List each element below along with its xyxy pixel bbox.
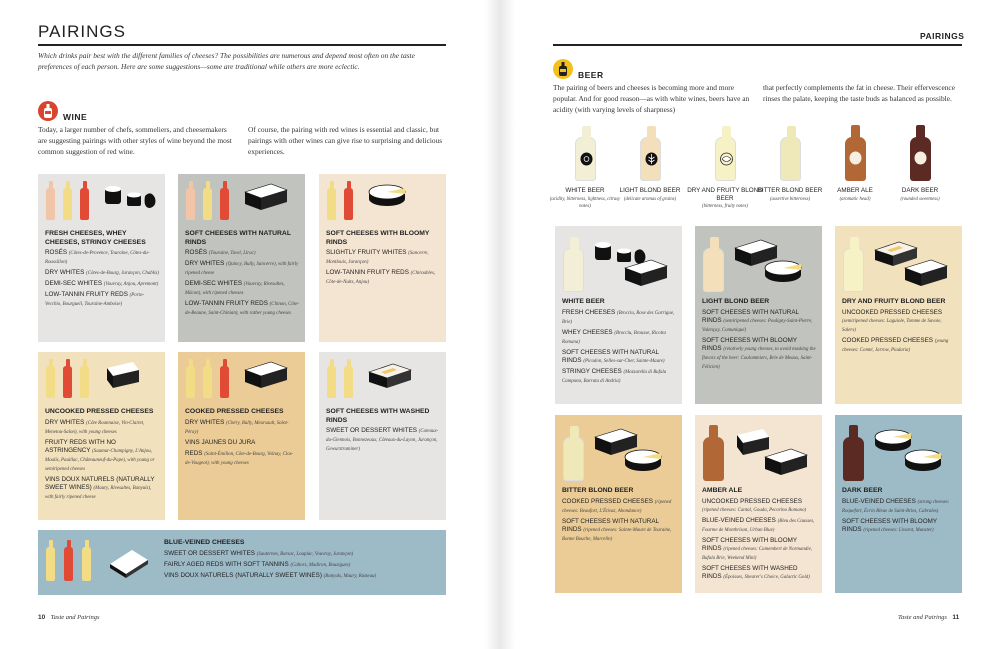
pairing-item: [185, 419, 299, 437]
wine-bottle: [186, 366, 195, 398]
pairing-label: ROSÉS: [185, 249, 208, 256]
wine-bottle: [186, 188, 195, 220]
pairing-label: DEMI-SEC WHITES: [185, 280, 243, 287]
card-title: DRY AND FRUITY BLOND BEER: [842, 298, 946, 305]
beer-style-note: (delicate aromas of grains): [623, 196, 677, 202]
beer-style-name: DRY AND FRUITY BLOND BEER: [687, 187, 763, 202]
card-text: [45, 408, 159, 502]
pairing-note: (Chéry, Bully, Meursault, Saint-Péray): [185, 420, 289, 435]
pairing-label: UNCOOKED PRESSED CHEESES: [702, 497, 803, 505]
pairing-label: COOKED PRESSED CHEESES: [562, 497, 653, 505]
wine-text-col2: Of course, the pairing with red wines is essential and classic, but pairings with other wines can give rise to surprising and delicious experiences.: [248, 125, 443, 156]
pairing-note: (Sauternes, Barsac, Loupiac, Vouvray, Jurançon): [256, 551, 354, 557]
pairing-label: SOFT CHEESES WITH NATURAL RINDS: [562, 348, 659, 364]
cheese-icon: [367, 360, 413, 395]
pairing-item: [326, 427, 440, 454]
beer-style-note: (rounded sweetness): [900, 196, 940, 202]
page-title: PAIRINGS: [38, 22, 126, 41]
pairing-label: BLUE-VEINED CHEESES: [702, 516, 776, 524]
wine-pairing-card: [38, 174, 165, 342]
pairing-label: DRY WHITES: [45, 418, 85, 426]
pairing-note: (Saint-Émilion, Côte-de-Bourg, Volnay, Clos-de-Vougeot), with young cheeses: [185, 451, 294, 466]
pairing-label: VINS JAUNES DU JURA: [185, 438, 256, 446]
beer-bottle: [845, 137, 866, 181]
card-text: [45, 230, 159, 309]
pairing-item: [185, 450, 299, 468]
card-title: AMBER ALE: [702, 487, 743, 494]
pairing-note: (Porto-Vecchio, Bourgueil, Touraine-Amboise): [45, 293, 145, 307]
beer-style-note: (acidity, bitterness, lightness, citrusy notes): [549, 196, 621, 209]
title-rule: [553, 44, 962, 46]
pairing-note: (Picodon, Selles-sur-Cher, Sainte-Maure): [583, 358, 665, 364]
pairing-item: [562, 349, 676, 366]
pairing-note: (Quincy, Bully, Sancerre), with fairly ripened cheese: [185, 262, 299, 276]
card-title: WHITE BEER: [562, 298, 605, 305]
pairing-note: (Brocciu, Brousse, Ricotta Romana): [562, 330, 666, 345]
pairing-item: [702, 565, 816, 582]
card-text: [185, 408, 299, 468]
pairing-item: [164, 550, 434, 559]
pairing-note: (Banyuls, Maury, Rasteau): [323, 573, 377, 579]
wine-bottle: [327, 188, 336, 220]
pairing-note: (Chinon, Côte-de-Beaune, Saint-Chinian), with rather young cheeses: [185, 302, 300, 316]
wine-bottle: [63, 188, 72, 220]
page-title: PAIRINGS: [920, 31, 965, 41]
wine-bottle: [63, 366, 72, 398]
wine-bottle: [220, 366, 229, 398]
blue-cheese-icon: [108, 544, 150, 578]
beer-pairing-card: [695, 226, 822, 404]
beer-bottle: [910, 137, 931, 181]
beer-bottle: [563, 248, 584, 292]
cheese-icon: [103, 360, 143, 395]
card-title: DARK BEER: [842, 487, 883, 494]
pairing-item: [185, 300, 299, 318]
pairing-item: [45, 269, 159, 278]
cheese-icon: [243, 182, 289, 217]
pairing-item: [842, 518, 956, 535]
pairing-label: STRINGY CHEESES: [562, 367, 622, 375]
beer-style-note: (aromatic head): [839, 196, 871, 202]
pairing-note: (young cheeses: Comté, Jarrow, Piadaria): [842, 338, 949, 353]
pairing-label: DRY WHITES: [185, 260, 225, 267]
wine-bottle: [327, 366, 336, 398]
card-title: SOFT CHEESES WITH WASHED RINDS: [326, 408, 430, 424]
wine-bottle: [203, 188, 212, 220]
beer-bottle: [843, 437, 864, 481]
beer-label: BEER: [578, 70, 604, 80]
wine-label: WINE: [63, 112, 88, 122]
card-text: [326, 230, 440, 287]
pairing-note: (Côtes-de-Bourg, Jurançon, Chablis): [86, 271, 159, 276]
beer-bottle-icon: [553, 59, 573, 79]
pairing-item: [702, 337, 816, 372]
wine-pairing-card: [178, 174, 305, 342]
card-text: [842, 298, 956, 355]
blue-card-text: [164, 539, 434, 581]
beer-style-note: (bitterness, fruity notes): [702, 204, 748, 209]
pairing-note: (Maury, Rivesaltes, Banyuls), with fairly ripened cheese: [45, 485, 152, 500]
pairing-item: [45, 419, 159, 437]
pairing-item: [185, 249, 299, 258]
beer-pairing-card: [555, 415, 682, 593]
page-number: 11: [952, 614, 960, 621]
card-title: FRESH CHEESES, WHEY CHEESES, STRINGY CHEESES: [45, 230, 146, 246]
wine-bottle: [46, 366, 55, 398]
pairing-item: [185, 260, 299, 278]
pairing-label: ROSÉS: [45, 249, 68, 256]
red-wine-bottle: [64, 547, 73, 581]
card-title: SOFT CHEESES WITH BLOOMY RINDS: [326, 230, 430, 246]
pairing-note: (ripened cheeses: Beaufort, L'Étivaz, Abondance): [562, 499, 672, 514]
pairing-item: [326, 249, 440, 267]
beer-style-name: AMBER ALE: [837, 187, 873, 194]
pairing-label: SOFT CHEESES WITH NATURAL RINDS: [562, 517, 659, 533]
pairing-item: [185, 280, 299, 298]
pairing-item: [185, 439, 299, 448]
pairing-label: SOFT CHEESES WITH WASHED RINDS: [702, 564, 798, 580]
wine-pairing-card: [319, 174, 446, 342]
wine-bottle: [80, 188, 89, 220]
pairing-item: [842, 498, 956, 516]
pairing-note: (Saumur-Champigny, L'Anjou, Moulis, Pauillac, Châteauneuf-du-Pape), with young or semiripened cheeses: [45, 448, 155, 472]
beer-bottle: [640, 137, 661, 181]
pairing-note: (Chiroubles, Côte-de-Nuits, Anjou): [326, 271, 436, 285]
pairing-note: (strong cheeses: Roquefort, Écrin Bleue de Saint-Bries, Cabrales): [842, 499, 950, 514]
pairing-label: SOFT CHEESES WITH BLOOMY RINDS: [702, 536, 797, 552]
beer-bottle: [575, 137, 596, 181]
pairing-label: SLIGHTLY FRUITY WHITES: [326, 249, 407, 256]
wine-bottle: [46, 188, 55, 220]
page-number: 10: [38, 614, 46, 621]
card-title: COOKED PRESSED CHEESES: [185, 408, 284, 415]
cheese-icon: [623, 447, 663, 480]
pairing-note: (Côtes-de-Provence, Touraine, Côtes-du-Roussillon): [45, 251, 150, 265]
pairing-note: (semiripened cheeses: Laguiole, Tomme de Savoie, Salers): [842, 318, 942, 333]
beer-pairing-card: [835, 415, 962, 593]
pairing-label: UNCOOKED PRESSED CHEESES: [842, 308, 943, 316]
pairing-note: (relatively young cheeses, to avoid masking the flavors of the beer: Coulommiers, Brie de Meaux, Saint-Félicien): [702, 346, 816, 370]
pairing-note: (Vouvray, Anjou, Apremont): [103, 282, 159, 287]
wine-pairing-card: [319, 352, 446, 520]
pairing-note: (ripened cheeses: Sainte-Maure de Touraine, Bonne Bouche, Marcelin): [562, 527, 672, 542]
beer-bottle: [843, 248, 864, 292]
pairing-item: [842, 309, 956, 335]
cheese-icon: [623, 258, 669, 293]
right-page: [515, 0, 1000, 649]
intro-text: Which drinks pair best with the different families of cheeses? The possibilities are numerous and depend most often on the taste preferences of each person. Here are some suggestions—some are traditional while others are more eclectic.: [38, 51, 415, 71]
card-text: [702, 298, 816, 372]
pairing-item: [702, 498, 816, 515]
pairing-note: (Coteaux-du-Giennois, Bonnezeaux, Côteaux-du-Layon, Jurançon, Gewurztraminer): [326, 429, 439, 452]
pairing-label: WHEY CHEESES: [562, 328, 613, 336]
pairing-item: [45, 291, 159, 309]
footer-left: [38, 614, 100, 621]
pairing-item: [702, 537, 816, 563]
pairing-item: [702, 517, 816, 535]
pairing-note: (Touraine, Tavel, Lirac): [208, 251, 256, 256]
beer-pairing-card: [555, 226, 682, 404]
pairing-label: LOW-TANNIN FRUITY REDS: [45, 291, 128, 298]
pairing-item: [45, 249, 159, 267]
pairing-note: (Vouvray, Rivesaltes, Mâcon), with ripened cheeses: [185, 282, 285, 296]
pairing-note: (Brocciu, Rose des Garrigue, Brie): [562, 310, 675, 325]
beer-pairing-card: [695, 415, 822, 593]
beer-pairing-card: [835, 226, 962, 404]
cheese-icon: [367, 182, 407, 215]
pairing-label: DEMI-SEC WHITES: [45, 280, 103, 287]
pairing-label: LOW-TANNIN FRUITY REDS: [185, 300, 268, 307]
pairing-item: [45, 280, 159, 289]
pairing-label: FRESH CHEESES: [562, 308, 616, 316]
pairing-item: [326, 269, 440, 287]
pairing-item: [562, 518, 676, 544]
pairing-label: SWEET OR DESSERT WHITES: [164, 549, 255, 557]
card-text: [562, 487, 676, 544]
pairing-item: [164, 561, 434, 570]
pairing-item: [562, 368, 676, 386]
pairing-note: (semiripened cheeses: Pouligny-Saint-Pierre, Valençay, Comuniqué): [702, 318, 813, 333]
white-wine-bottle: [82, 547, 91, 581]
pairing-note: (Bleu des Causses, Fourme de Montbrison, Urban Blue): [702, 518, 815, 533]
beer-text-col1: The pairing of beers and cheeses is becoming more and more popular. And for good reason—as with white wines, beers have an acidity (with varying levels of sharpness): [553, 83, 750, 114]
pairing-label: REDS: [185, 449, 203, 457]
footer-right: [898, 614, 959, 621]
cheese-icon: [763, 447, 809, 482]
beer-style-note: (assertive bitterness): [769, 196, 811, 202]
pairing-note: (ripened cheeses: Camembert de Normandie, Bufala Brie, Weekend Mini): [702, 546, 813, 561]
wine-pairing-card: [178, 352, 305, 520]
beer-bottle: [703, 248, 724, 292]
pairing-note: (Mozzarella di Bufala Campana, Burrata di Andria): [562, 369, 667, 384]
beer-heading: [553, 58, 604, 80]
pairing-label: DRY WHITES: [185, 418, 225, 426]
wine-bottle: [344, 188, 353, 220]
card-title: BITTER BLOND BEER: [562, 487, 634, 494]
card-text: [562, 298, 676, 386]
pairing-note: (Époisses, Shearer's Choice, Galactic Gold): [723, 574, 810, 580]
wine-bottle: [203, 366, 212, 398]
pairing-label: VINS DOUX NATURELS (NATURALLY SWEET WINES): [164, 571, 322, 579]
beer-style-name: BITTER BLOND BEER: [757, 187, 823, 194]
beer-text-col2: that perfectly complements the fat in cheese. Their effervescence rinses the palate, keeping the taste buds as balanced as possible.: [763, 83, 955, 103]
pairing-item: [164, 572, 434, 581]
beer-style-name: LIGHT BLOND BEER: [619, 187, 681, 194]
cheese-icon: [903, 258, 949, 293]
pairing-item: [702, 309, 816, 335]
pairing-item: [45, 439, 159, 474]
beer-style-label: [880, 187, 960, 203]
pairing-label: VINS DOUX NATURELS (NATURALLY SWEET WINES): [45, 475, 155, 491]
wine-heading: [38, 100, 87, 122]
pairing-label: SOFT CHEESES WITH BLOOMY RINDS: [842, 517, 937, 533]
pairing-label: LOW-TANNIN FRUITY REDS: [326, 269, 409, 276]
wine-bottle: [344, 366, 353, 398]
beer-bottle: [780, 137, 801, 181]
white-wine-bottle: [46, 547, 55, 581]
pairing-label: SOFT CHEESES WITH BLOOMY RINDS: [702, 336, 797, 352]
book-gutter: [485, 0, 515, 649]
wine-pairing-card: [38, 352, 165, 520]
footer-section: Taste and Pairings: [50, 614, 100, 621]
pairing-note: (ripened cheeses: Livarot, Munster): [863, 527, 934, 533]
pairing-label: FAIRLY AGED REDS WITH SOFT TANNINS: [164, 560, 289, 568]
pairing-item: [562, 329, 676, 347]
cheese-icon: [763, 258, 803, 291]
pairing-item: [562, 498, 676, 516]
card-text: [185, 230, 299, 318]
beer-bottle: [703, 437, 724, 481]
pairing-item: [562, 309, 676, 327]
card-title: UNCOOKED PRESSED CHEESES: [45, 408, 154, 415]
cheese-icon: [103, 182, 157, 217]
pairing-label: COOKED PRESSED CHEESES: [842, 336, 933, 344]
card-title: SOFT CHEESES WITH NATURAL RINDS: [185, 230, 291, 246]
pairing-note: (Sancerre, Montlouis, Jurançon): [326, 251, 429, 265]
pairing-label: SWEET OR DESSERT WHITES: [326, 427, 417, 434]
title-rule: [38, 44, 446, 46]
card-text: [326, 408, 440, 454]
beer-bottle: [715, 137, 736, 181]
beer-bottle: [563, 437, 584, 481]
pairing-item: [45, 476, 159, 502]
pairing-item: [842, 337, 956, 355]
card-text: [702, 487, 816, 582]
footer-section: Taste and Pairings: [898, 614, 947, 621]
pairing-label: BLUE-VEINED CHEESES: [842, 497, 916, 505]
beer-style-name: WHITE BEER: [565, 187, 605, 194]
left-page: [0, 0, 485, 649]
wine-bottle: [220, 188, 229, 220]
cheese-icon: [903, 447, 943, 480]
wine-bottle: [80, 366, 89, 398]
card-title: BLUE-VEINED CHEESES: [164, 539, 245, 546]
pairing-note: (Cahors, Madiran, Bouzigues): [290, 562, 351, 568]
card-title: LIGHT BLOND BEER: [702, 298, 770, 305]
card-text: [842, 487, 956, 535]
beer-style-label: [610, 187, 690, 203]
cheese-icon: [243, 360, 289, 395]
pairing-label: SOFT CHEESES WITH NATURAL RINDS: [702, 308, 799, 324]
wine-text-col1: Today, a larger number of chefs, sommeliers, and cheesemakers are suggesting pairings with other styles of wine beyond the most common suggestion of red wine.: [38, 125, 232, 156]
beer-style-name: DARK BEER: [901, 187, 939, 194]
pairing-note: (Côte Roannaise, Vin-Clairet, Menetou-Salon), with young cheeses: [45, 420, 145, 435]
pairing-label: FRUITY REDS WITH NO ASTRINGENCY: [45, 438, 116, 454]
blue-veined-card: [38, 530, 446, 595]
pairing-note: (ripened cheeses: Cantal, Gouda, Pecorino Romano): [702, 507, 807, 513]
pairing-label: DRY WHITES: [45, 269, 85, 276]
wine-bottle-icon: [38, 101, 58, 121]
